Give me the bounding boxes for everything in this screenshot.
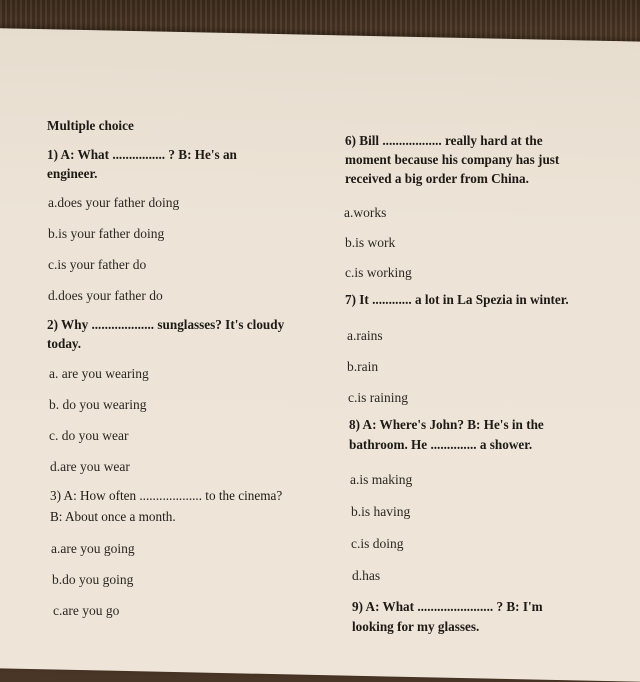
- q3-option-c[interactable]: c.are you go: [53, 603, 120, 618]
- question-1-line-2: engineer.: [47, 166, 98, 181]
- q2-option-d[interactable]: d.are you wear: [50, 459, 130, 474]
- q1-option-a[interactable]: a.does your father doing: [48, 195, 180, 210]
- q3-option-a[interactable]: a.are you going: [51, 541, 135, 556]
- q7-option-c[interactable]: c.is raining: [348, 390, 408, 405]
- question-9-line-2: looking for my glasses.: [352, 619, 480, 634]
- q2-option-b[interactable]: b. do you wearing: [49, 397, 147, 412]
- q1-option-b[interactable]: b.is your father doing: [48, 226, 165, 241]
- q2-option-a[interactable]: a. are you wearing: [49, 366, 149, 381]
- page-title: Multiple choice: [47, 118, 134, 133]
- q7-option-b[interactable]: b.rain: [347, 359, 379, 374]
- question-9-line-1: 9) A: What ....................... ? B: I'm: [352, 599, 543, 614]
- q3-option-b[interactable]: b.do you going: [52, 572, 134, 587]
- question-8-line-1: 8) A: Where's John? B: He's in the: [349, 417, 544, 432]
- question-8-line-2: bathroom. He .............. a shower.: [349, 437, 533, 452]
- q1-option-c[interactable]: c.is your father do: [48, 257, 147, 272]
- q6-option-b[interactable]: b.is work: [345, 235, 396, 250]
- question-2-line-1: 2) Why ................... sunglasses? It's cloudy: [47, 317, 285, 332]
- q7-option-a[interactable]: a.rains: [347, 328, 383, 343]
- q8-option-c[interactable]: c.is doing: [351, 536, 404, 551]
- question-6-line-1: 6) Bill .................. really hard at the: [345, 133, 543, 148]
- question-3-line-2: B: About once a month.: [50, 509, 176, 524]
- question-7-line-1: 7) It ............ a lot in La Spezia in winter.: [345, 292, 569, 307]
- question-1-line-1: 1) A: What ................ ? B: He's an: [47, 147, 237, 162]
- q6-option-c[interactable]: c.is working: [345, 265, 412, 280]
- q8-option-b[interactable]: b.is having: [351, 504, 411, 519]
- q6-option-a[interactable]: a.works: [344, 205, 387, 220]
- question-6-line-3: received a big order from China.: [345, 171, 529, 186]
- q2-option-c[interactable]: c. do you wear: [49, 428, 129, 443]
- q8-option-a[interactable]: a.is making: [350, 472, 413, 487]
- question-6-line-2: moment because his company has just: [345, 152, 560, 167]
- q8-option-d[interactable]: d.has: [352, 568, 381, 583]
- question-3-line-1: 3) A: How often ................... to the cinema?: [50, 488, 283, 503]
- q1-option-d[interactable]: d.does your father do: [48, 288, 163, 303]
- question-2-line-2: today.: [47, 336, 82, 351]
